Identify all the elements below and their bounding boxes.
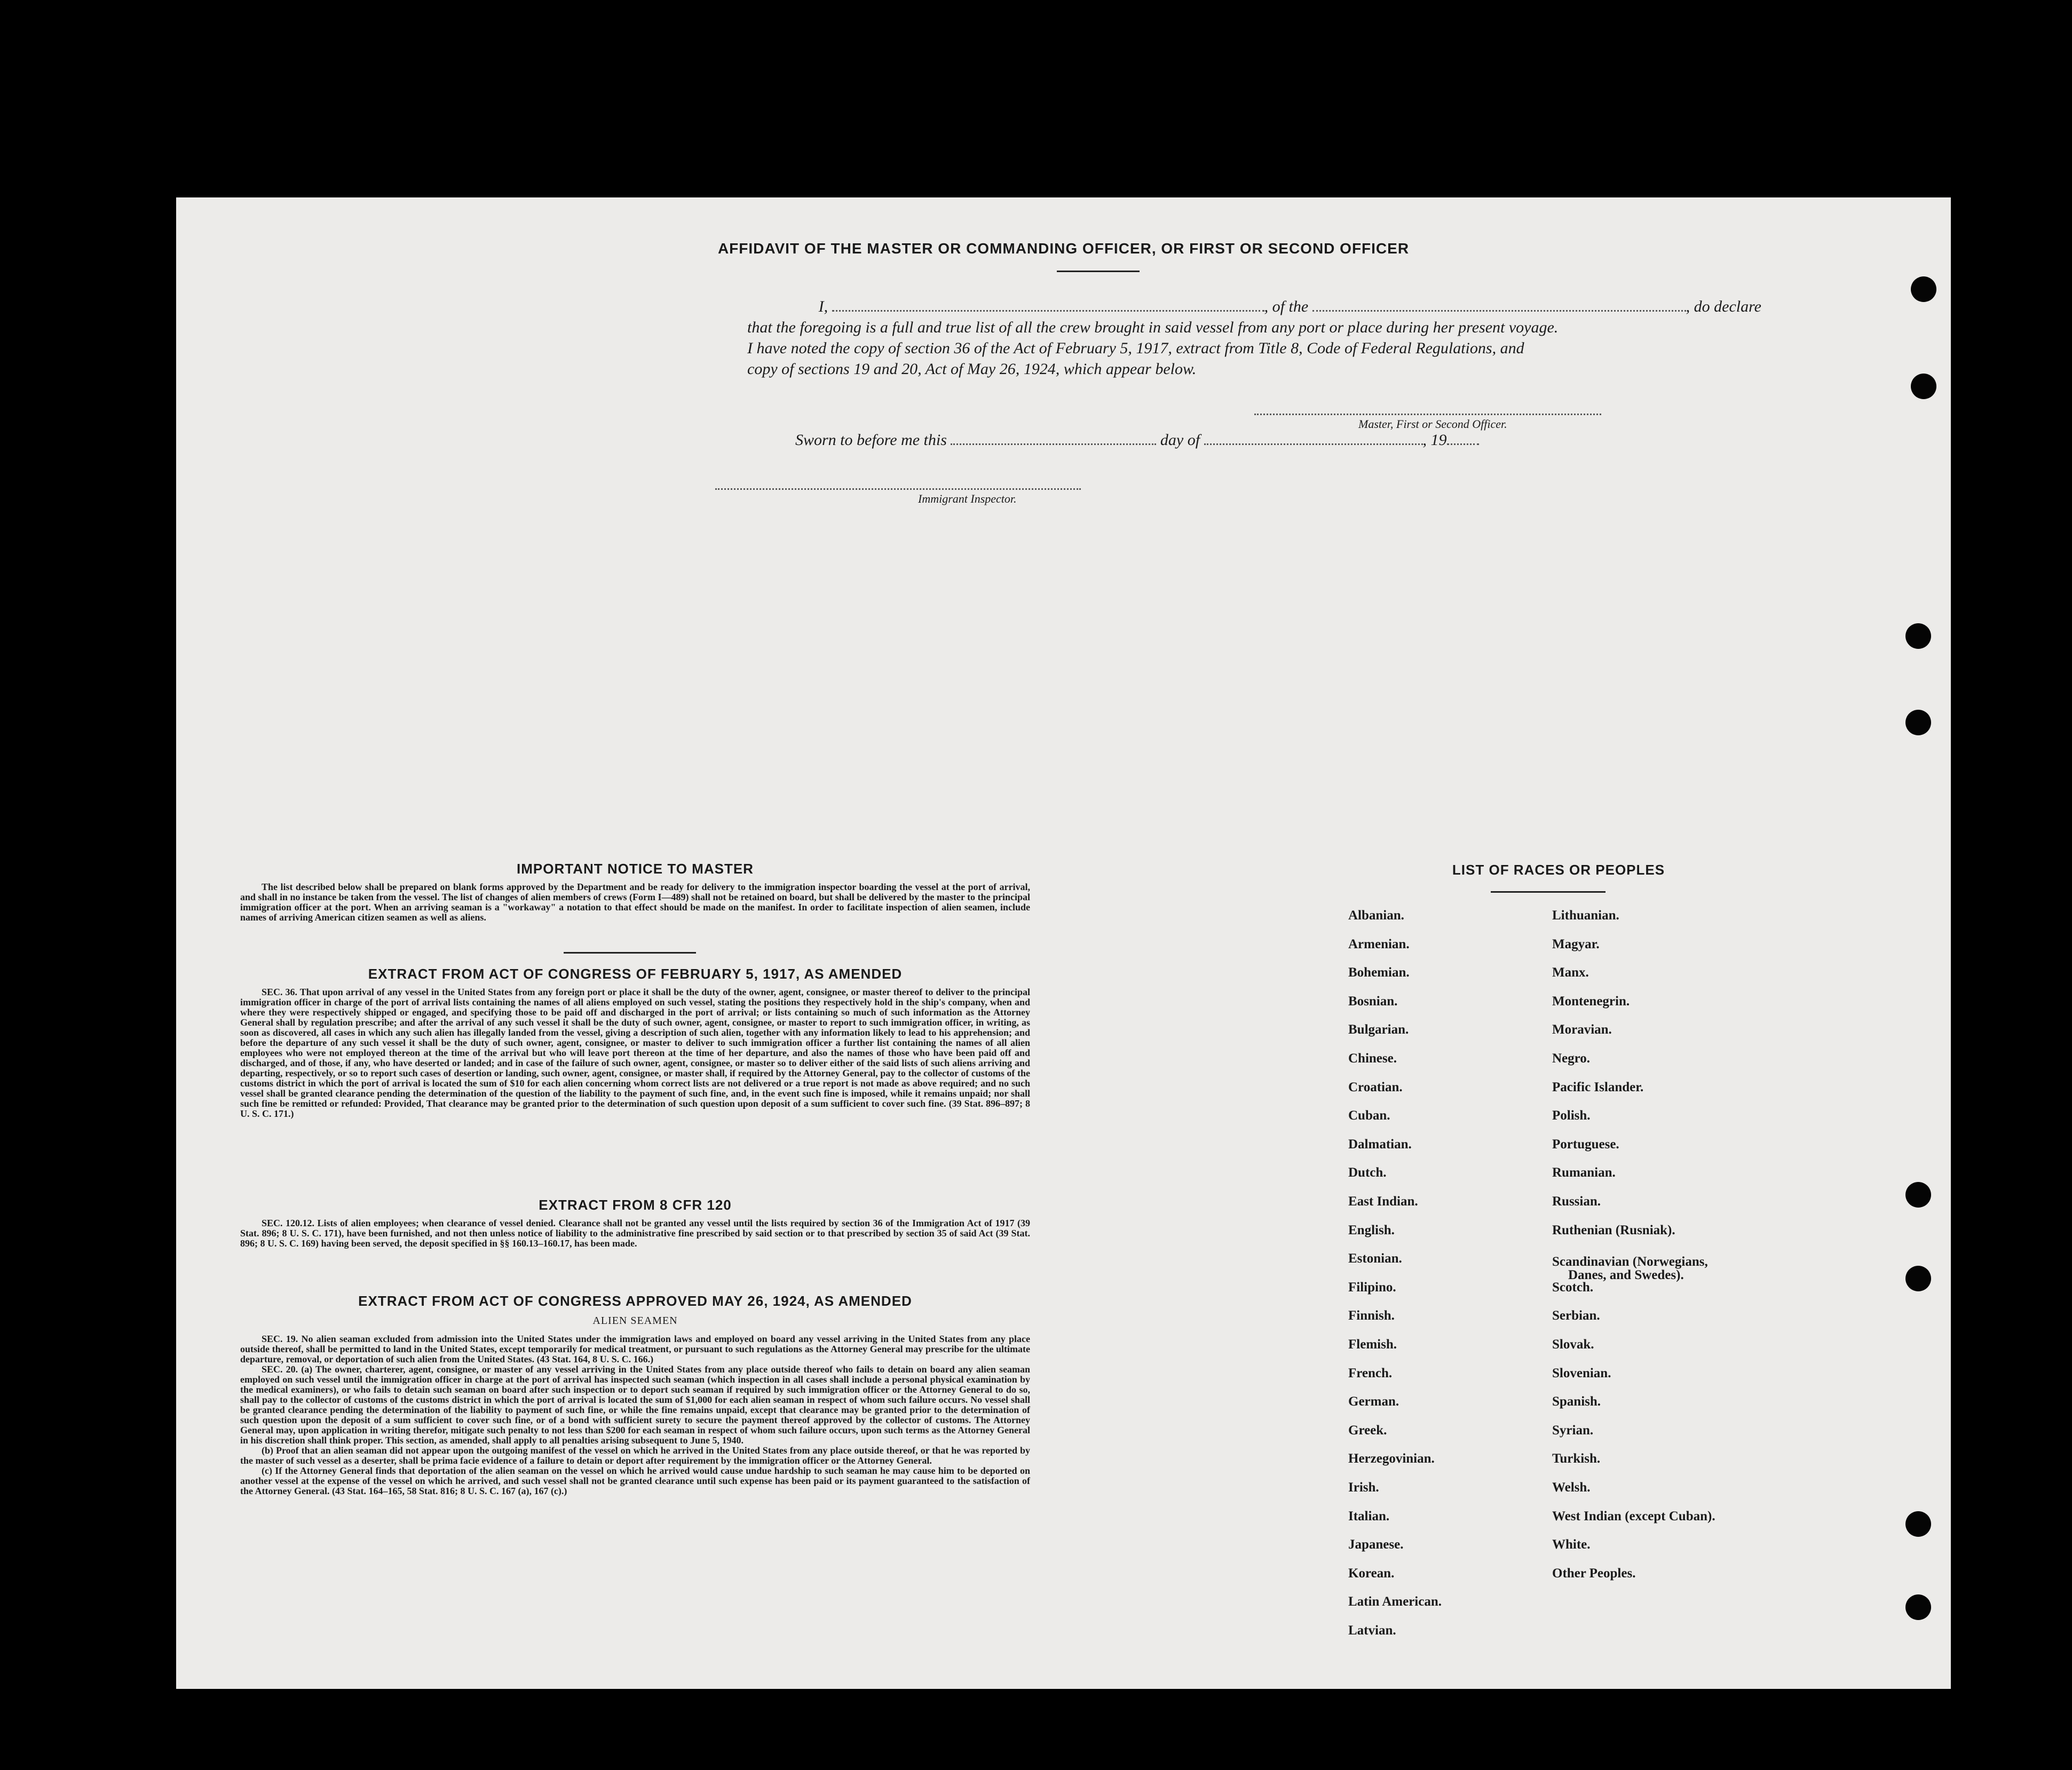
section-20c-text: (c) If the Attorney General finds that deportation of the alien seaman on the vessel on which he arrived would cause undue hardship to such seaman he may cause him to be deported on another vessel at the expense of the vessel on which he arrived, and such vessel shall not be granted clearance until such expense has been paid or its payment guaranteed to the satisfaction of the Attorney General. (43 Stat. 164–165, 58 Stat. 816; 8 U. S. C. 167 (a), 167 (c).) <box>240 1465 1030 1496</box>
race-item-left: Latin American. <box>1348 1594 1442 1609</box>
race-item-right: Russian. <box>1552 1194 1601 1209</box>
race-item-left: Dalmatian. <box>1348 1137 1412 1152</box>
race-item-right: Negro. <box>1552 1051 1591 1066</box>
race-item-right: Scotch. <box>1552 1280 1594 1295</box>
race-item-left: Armenian. <box>1348 936 1410 951</box>
punch-hole <box>1911 276 1936 302</box>
race-item-left: Bulgarian. <box>1348 1022 1409 1037</box>
title-divider <box>1057 271 1140 272</box>
sworn-line <box>795 431 1479 449</box>
race-item-left: Filipino. <box>1348 1280 1396 1295</box>
sworn-day-blank <box>951 432 1156 445</box>
affidavit-line-3: I have noted the copy of section 36 of the Act of February 5, 1917, extract from Title 8, Code of Federal Regulations, and <box>747 339 1524 357</box>
of-the-label: , of the <box>1264 298 1309 315</box>
race-item-left: Irish. <box>1348 1480 1379 1495</box>
alien-seamen-subtitle: ALIEN SEAMEN <box>592 1315 678 1327</box>
notice-title: IMPORTANT NOTICE TO MASTER <box>517 861 754 877</box>
races-divider <box>1491 891 1606 893</box>
race-item-right: Montenegrin. <box>1552 994 1630 1009</box>
race-item-right: Portuguese. <box>1552 1137 1619 1152</box>
extract-1917-title: EXTRACT FROM ACT OF CONGRESS OF FEBRUARY 5, 1917, AS AMENDED <box>368 966 903 982</box>
section-36-text: SEC. 36. That upon arrival of any vessel in the United States from any foreign port or place it shall be the duty of the owner, agent, consignee, or master thereof to deliver to the principal immigration officer in charge of the port of arrival lists containing the names of all aliens employed on such vessel, stating the positions they respectively hold in the ship's company, when and where they were respectively shipped or engaged, and specifying those to be paid off and discharged in the port of arrival; or lists containing so much of such information as the Attorney General shall by regulation prescribe; and after the arrival of any such vessel it shall be the duty of such owner, agent, consignee, or master to report to such immigration officer, in writing, as soon as discovered, all cases in which any such alien has illegally landed from the vessel, giving a description of such alien, together with any information likely to lead to his apprehension; and before the departure of any such vessel it shall be the duty of such owner, agent, consignee, or master to deliver to such immigration officer a further list containing the names of all alien employees who were not employed thereon at the time of the arrival but who will leave port thereon at the time of her departure, and also the names of those who have been paid off and discharged, and of those, if any, who have deserted or landed; and in case of the failure of such owner, agent, consignee, or master so to deliver either of the said lists of such aliens arriving and departing, respectively, or so to report such cases of desertion or landing, such owner, agent, consignee, or master shall, if required by the Attorney General, pay to the collector of customs of the customs district in which the port of arrival is located the sum of $10 for each alien concerning whom correct lists are not delivered or a true report is not made as above required; and no such vessel shall be granted clearance pending the determination of the question of the liability to the payment of such fine, and, in the event such fine is imposed, while it remains unpaid; nor shall such fine be remitted or refunded: Provided, That clearance may be granted prior to the determination of such question upon deposit of a sum sufficient to cover such fine. (39 Stat. 896–897; 8 U. S. C. 171.) <box>240 987 1030 1119</box>
vessel-blank <box>1312 298 1686 312</box>
affidavit-line-4: copy of sections 19 and 20, Act of May 26, 1924, which appear below. <box>747 360 1197 378</box>
year-blank <box>1447 432 1479 445</box>
race-item-left: East Indian. <box>1348 1194 1418 1209</box>
punch-hole <box>1905 710 1931 735</box>
section-20a-text: SEC. 20. (a) The owner, charterer, agent, consignee, or master of any vessel arriving in the United States from any place outside thereof who fails to detain on board any alien seaman employed on such vessel until the immigration officer in charge at the port of arrival has inspected such seaman (which inspection in all cases shall include a personal physical examination by the medical examiners), or who fails to detain such seaman on board after such inspection or to deport such seaman if required by such immigration officer or the Attorney General to do so, shall pay to the collector of customs of the customs district in which the port of arrival is located the sum of $1,000 for each alien seaman in respect of whom such failure occurs. No vessel shall be granted clearance pending the determination of the liability to payment of such fine, or while the fine remains unpaid, except that clearance may be granted prior to the determination of such question upon the deposit of a sum sufficient to cover such fine, or of a bond with sufficient surety to secure the payment thereof approved by the collector of customs. The Attorney General may, upon application in writing therefor, mitigate such penalty to not less than $200 for each seaman in respect of whom such failure occurs, upon such terms as the Attorney General in his discretion shall think proper. This section, as amended, shall apply to all penalties arising subsequent to June 5, 1940. <box>240 1364 1030 1446</box>
extract-1917-body <box>240 987 1030 1119</box>
races-title: LIST OF RACES OR PEOPLES <box>1452 862 1665 878</box>
race-item-left: Latvian. <box>1348 1623 1396 1638</box>
section-19-text: SEC. 19. No alien seaman excluded from admission into the United States under the immigration laws and employed on board any vessel arriving in the United States from any place outside thereof, shall be permitted to land in the United States, except temporarily for medical treatment, or pursuant to such regulations as the Attorney General may prescribe for the ultimate departure, removal, or deportation of such alien from the United States. (43 Stat. 164, 8 U. S. C. 166.) <box>240 1334 1030 1364</box>
race-item-right: Serbian. <box>1552 1308 1600 1323</box>
do-declare-label: , do declare <box>1686 298 1761 315</box>
punch-hole <box>1905 1511 1931 1537</box>
extract-cfr-body <box>240 1218 1030 1249</box>
race-item-right: Slovenian. <box>1552 1366 1611 1380</box>
race-item-left: Korean. <box>1348 1566 1395 1581</box>
race-item-left: Bohemian. <box>1348 965 1410 980</box>
race-item-left: Chinese. <box>1348 1051 1397 1066</box>
name-blank <box>832 298 1264 312</box>
race-item-left: French. <box>1348 1366 1393 1380</box>
race-item-right: Danes, and Swedes). <box>1568 1268 1684 1283</box>
sworn-label: Sworn to before me this <box>795 431 947 449</box>
day-of-label: day of <box>1160 431 1200 449</box>
race-item-left: English. <box>1348 1223 1395 1237</box>
race-item-right: Lithuanian. <box>1552 908 1619 923</box>
race-item-right: Slovak. <box>1552 1337 1594 1352</box>
race-item-left: Cuban. <box>1348 1108 1390 1123</box>
section-120-12-text: SEC. 120.12. Lists of alien employees; when clearance of vessel denied. Clearance shall not be granted any vessel until the lists required by section 36 of the Immigration Act of 1917 (39 Stat. 896; 8 U. S. C. 171), have been furnished, and not then unless notice of liability to the administrative fine prescribed by said section or to that prescribed by section 35 of said Act (39 Stat. 896; 8 U. S. C. 169) having been served, the deposit specified in §§ 160.13–160.17, has been made. <box>240 1218 1030 1249</box>
race-item-left: Japanese. <box>1348 1537 1404 1552</box>
divider-1 <box>564 952 696 954</box>
race-item-right: Scandinavian (Norwegians, <box>1552 1255 1708 1269</box>
extract-1924-body <box>240 1334 1030 1496</box>
extract-cfr-title: EXTRACT FROM 8 CFR 120 <box>539 1197 732 1213</box>
notice-text: The list described below shall be prepared on blank forms approved by the Department and be ready for delivery to the immigration inspector boarding the vessel at the port of arrival, and shall in no instance be taken from the vessel. The list of changes of alien members of crews (Form I—489) shall not be retained on board, but shall be delivered by the master to the principal immigration officer at the port. When an arriving seaman is a "workaway" a notation to that effect should be made on the manifest. In order to facilitate inspection of alien seamen, include names of arriving American citizen seamen as well as aliens. <box>240 882 1031 923</box>
race-item-left: Greek. <box>1348 1423 1387 1438</box>
year-prefix: , 19 <box>1422 431 1447 449</box>
race-item-right: West Indian (except Cuban). <box>1552 1509 1715 1523</box>
race-item-left: Estonian. <box>1348 1251 1402 1266</box>
affidavit-body <box>747 296 1761 379</box>
race-item-right: Welsh. <box>1552 1480 1591 1495</box>
notice-body <box>240 882 1030 923</box>
inspector-signature-line <box>715 488 1081 490</box>
race-item-right: Turkish. <box>1552 1451 1601 1466</box>
document-sheet <box>176 197 1951 1689</box>
master-signature-line <box>1254 414 1601 415</box>
affidavit-line-2: that the foregoing is a full and true list of all the crew brought in said vessel from any port or place during her present voyage. <box>747 319 1559 336</box>
race-item-right: Other Peoples. <box>1552 1566 1636 1581</box>
race-item-right: Rumanian. <box>1552 1165 1616 1180</box>
race-item-right: Polish. <box>1552 1108 1591 1123</box>
race-item-right: Moravian. <box>1552 1022 1612 1037</box>
race-item-right: Spanish. <box>1552 1394 1601 1409</box>
race-item-left: Croatian. <box>1348 1080 1403 1094</box>
punch-hole <box>1905 1594 1931 1620</box>
extract-1924-title: EXTRACT FROM ACT OF CONGRESS APPROVED MAY 26, 1924, AS AMENDED <box>358 1293 912 1309</box>
race-item-left: Albanian. <box>1348 908 1404 923</box>
affidavit-line-1 <box>747 296 1761 317</box>
race-item-right: Syrian. <box>1552 1423 1594 1438</box>
section-20b-text: (b) Proof that an alien seaman did not appear upon the outgoing manifest of the vessel on which he arrived in the United States from any place outside thereof, or that he was reported by the master of such vessel as a deserter, shall be prima facie evidence of a failure to detain or deport after requirement by the immigration officer or the Attorney General. <box>240 1445 1030 1466</box>
race-item-right: Manx. <box>1552 965 1589 980</box>
race-item-right: Magyar. <box>1552 936 1600 951</box>
inspector-signature-label: Immigrant Inspector. <box>918 492 1017 505</box>
race-item-left: German. <box>1348 1394 1399 1409</box>
race-item-right: Ruthenian (Rusniak). <box>1552 1223 1675 1237</box>
race-item-right: White. <box>1552 1537 1591 1552</box>
punch-hole <box>1905 623 1931 649</box>
race-item-left: Flemish. <box>1348 1337 1397 1352</box>
punch-hole <box>1905 1266 1931 1291</box>
race-item-left: Finnish. <box>1348 1308 1395 1323</box>
punch-hole <box>1905 1182 1931 1208</box>
race-item-left: Dutch. <box>1348 1165 1387 1180</box>
race-item-right: Pacific Islander. <box>1552 1080 1644 1094</box>
race-item-left: Italian. <box>1348 1509 1390 1523</box>
punch-hole <box>1911 374 1936 399</box>
i-label: I, <box>818 298 828 315</box>
master-signature-label: Master, First or Second Officer. <box>1358 417 1507 431</box>
race-item-left: Herzegovinian. <box>1348 1451 1435 1466</box>
race-item-left: Bosnian. <box>1348 994 1398 1009</box>
sworn-month-blank <box>1204 432 1423 445</box>
affidavit-title: AFFIDAVIT OF THE MASTER OR COMMANDING OFFICER, OR FIRST OR SECOND OFFICER <box>717 240 1410 257</box>
